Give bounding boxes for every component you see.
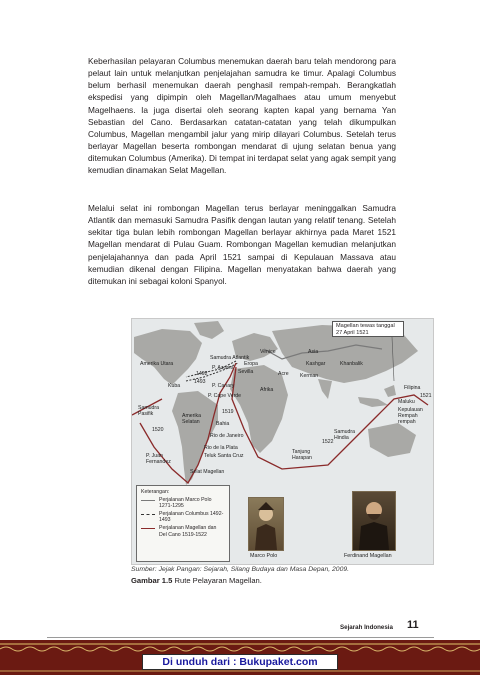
legend-title: Keterangan: [141, 489, 170, 495]
body-paragraph-1: Keberhasilan pelayaran Columbus menemukan daerah baru telah mendorong para pelaut lain untuk melanjutkan penjelajahan samudra ke timur. Apalagi Columbus belum berhasil menemukan daerah penghasil rempah-rempah. Berangkatlah ekspedisi yang dipimpin oleh Magellan/Magalhaes atau umum menyebut Magelhaens. Ia juga disertai oleh seorang kapten kapal yang bernama Yan Sebastian del Cano. Berdasarkan catatan-catatan yang telah dikumpulkan Columbus, Magellan mengambil jalur yang mirip dilayari Columbus. Setelah terus berlayar Magellan beserta rombongan mendarat di ujung selatan benua yang ditemukan Columbus (Amerika). Di tempat ini terdapat selat yang agak sempit yang kemudian dinamakan Selat Magellan. [88, 56, 396, 176]
footer-page-number: 11 [407, 619, 419, 631]
magellan-caption: Ferdinand Magellan [344, 553, 392, 559]
label-year-1493: 1493 [194, 379, 206, 385]
legend-swatch-magellan [141, 528, 155, 529]
figure-caption-text: Rute Pelayaran Magellan. [174, 576, 262, 585]
label-asia: Asia [308, 349, 319, 355]
label-year-1492: 1492 [196, 371, 208, 377]
marco-polo-figure-icon [249, 498, 283, 550]
label-amerika-utara: Amerika Utara [140, 361, 174, 367]
label-sevilla: Sevilla [238, 369, 254, 375]
download-source-banner[interactable]: Di unduh dari : Bukupaket.com [142, 654, 338, 670]
label-amerika-selatan: Amerika Selatan [182, 413, 202, 425]
label-samudra-hindia: Samudra Hindia [334, 429, 356, 441]
label-kuba: Kuba [168, 383, 181, 389]
legend-item-columbus [141, 511, 225, 523]
legend-swatch-columbus [141, 514, 155, 515]
magellan-death-callout: Magellan tewas tanggal 27 April 1521 [332, 321, 404, 337]
label-kashgar: Kashgar [306, 361, 326, 367]
label-tanjung-harapan: Tanjung Harapan [292, 449, 312, 461]
label-afrika: Afrika [260, 387, 274, 393]
label-p-juan-fernandez: P. Juan Fernandez [146, 453, 171, 465]
label-p-cape-verde: P. Cape Verde [208, 393, 242, 399]
label-acre: Acre [278, 371, 289, 377]
label-khanbalik: Khanbalik [340, 361, 363, 367]
label-year-1520: 1520 [152, 427, 164, 433]
label-p-azores: P. Azores [212, 365, 234, 371]
label-kepulauan-rempah: Kepulauan Rempah rempah [398, 407, 423, 425]
label-rio-de-janeiro: Rio de Janeiro [210, 433, 244, 439]
label-year-1522: 1522 [322, 439, 334, 445]
magellan-portrait [352, 491, 396, 551]
magellan-route-map [131, 318, 434, 565]
label-samudra-atlantik: Samudra Atlantik [210, 355, 250, 361]
legend-item-magellan [141, 525, 225, 537]
label-samudra-pasifik: Samudra Pasifik [138, 405, 160, 417]
label-teluk-santa-cruz: Teluk Santa Cruz [204, 453, 244, 459]
legend-label-columbus: Perjalanan Columbus 1492-1493 [159, 511, 224, 524]
label-kerman: Kerman [300, 373, 319, 379]
label-year-1521: 1521 [420, 393, 432, 399]
figure-source: Sumber: Jejak Pangan: Sejarah, Silang Budaya dan Masa Depan, 2009. [131, 566, 350, 573]
legend-label-marco-polo: Perjalanan Marco Polo 1271-1295 [159, 497, 212, 510]
label-year-1519: 1519 [222, 409, 234, 415]
footer-divider [47, 637, 434, 638]
legend-swatch-marco-polo [141, 500, 155, 501]
label-maluku: Maluku [398, 399, 415, 405]
label-bahia: Bahia [216, 421, 230, 427]
magellan-figure-icon [353, 492, 395, 550]
legend-label-magellan: Perjalanan Magellan dan Del Cano 1519-1522 [159, 525, 217, 538]
figure-caption-label: Gambar 1.5 [131, 576, 173, 585]
map-legend [136, 485, 230, 562]
label-selat-magellan: Selat Magellan [190, 469, 225, 475]
footer-book-title: Sejarah Indonesia [340, 624, 393, 631]
figure-caption [131, 576, 262, 585]
label-p-canary: P. Canary [212, 383, 235, 389]
label-eropa: Eropa [244, 361, 258, 367]
label-filipina: Filipina [404, 385, 421, 391]
label-rio-de-la-plata: Rio de la Plata [204, 445, 238, 451]
marco-polo-portrait [248, 497, 284, 551]
body-paragraph-2: Melalui selat ini rombongan Magellan terus berlayar meninggalkan Samudra Atlantik dan memasuki Samudra Pasifik dengan lautan yang relatif tenang. Setelah sekitar tiga bulan lebih rombongan Magellan berlayar akhirnya pada Maret 1521 Magellan mendarat di Pulau Guam. Rombongan Magellan kemudian melanjutkan penjelajahannya dan pada April 1521 sampai di Kepulauan Massava atau kemudian dikenal dengan Filipina. Magellan menyatakan bahwa daerah yang ditemukan ini sebagai koloni Spanyol. [88, 203, 396, 286]
legend-item-marco-polo [141, 497, 225, 509]
marco-polo-caption: Marco Polo [250, 553, 278, 559]
label-venice: Venice [260, 349, 276, 355]
